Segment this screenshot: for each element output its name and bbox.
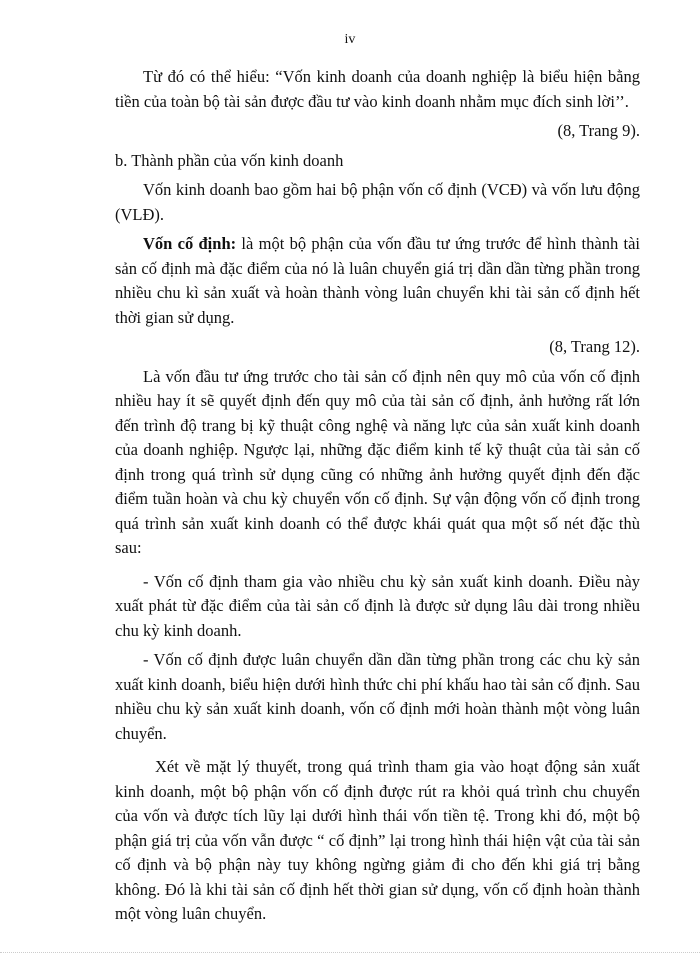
paragraph-definition: Từ đó có thể hiểu: “Vốn kinh doanh của doanh nghiệp là biểu hiện bằng tiền của toàn bộ tài sản được đầu tư vào kinh doanh nhằm mục đích sinh lời’’. xyxy=(115,67,640,111)
section-heading-b: b. Thành phần của vốn kinh doanh xyxy=(115,150,344,170)
paragraph-components: Vốn kinh doanh bao gồm hai bộ phận vốn cố định (VCĐ) và vốn lưu động (VLĐ). xyxy=(115,180,640,224)
bullet-item-2: - Vốn cố định được luân chuyển dần dần từng phần trong các chu kỳ sản xuất kinh doanh, biểu hiện dưới hình thức chi phí khấu hao tài sản cố định. Sau nhiều chu kỳ sản xuất kinh doanh, vốn cố định mới hoàn thành một vòng luân chuyển. xyxy=(115,650,640,743)
citation-1: (8, Trang 9). xyxy=(557,121,640,140)
footer-divider xyxy=(0,952,700,953)
paragraph-theory: Xét về mặt lý thuyết, trong quá trình tham gia vào hoạt động sản xuất kinh doanh, một bộ phận vốn cố định được rút ra khỏi quá trình chu chuyển của vốn và được tích lũy lại dưới hình thái vốn tiền tệ. Trong khi đó, một bộ phận giá trị của vốn vẫn được “ cố định” lại trong hình thái hiện vật của tài sản cố định và bộ phận này tuy không ngừng giảm đi cho đến khi giá trị bằng không. Đó là khi tài sản cố định hết thời gian sử dụng, vốn cố định hoàn thành một vòng luân chuyển. xyxy=(115,757,640,923)
term-fixed-capital: Vốn cố định: xyxy=(143,234,237,253)
bullet-item-1: - Vốn cố định tham gia vào nhiều chu kỳ sản xuất kinh doanh. Điều này xuất phát từ đặc điểm của tài sản cố định là được sử dụng lâu dài trong nhiều chu kỳ kinh doanh. xyxy=(115,571,640,640)
paragraph-fixed-capital xyxy=(115,232,640,330)
fixed-capital-definition: là một bộ phận của vốn đầu tư ứng trước để hình thành tài sản cố định mà đặc điểm của nó là luân chuyển giá trị dần dần từng phần trong nhiều chu kì sản xuất và hoàn thành vòng luân chuyển khi tài sản cố định hết thời gian sử dụng. xyxy=(115,234,640,327)
page-number: iv xyxy=(344,32,356,47)
paragraph-scale: Là vốn đầu tư ứng trước cho tài sản cố định nên quy mô của vốn cố định nhiều hay ít sẽ quyết định đến quy mô của tài sản cố định, ảnh hưởng rất lớn đến trình độ trang bị kỹ thuật công nghệ và năng lực của sản xuất kinh doanh của doanh nghiệp. Ngược lại, những đặc điểm kinh tế kỹ thuật của tài sản cố định trong quá trình sử dụng cũng có những ảnh hưởng quyết định đến đặc điểm tuần hoàn và chu kỳ chuyển vốn cố định. Sự vận động vốn cố định trong quá trình sản xuất kinh doanh có thể được khái quát qua một số nét đặc thù sau: xyxy=(115,366,640,557)
citation-2: (8, Trang 12). xyxy=(549,337,640,356)
body-text xyxy=(115,65,640,927)
